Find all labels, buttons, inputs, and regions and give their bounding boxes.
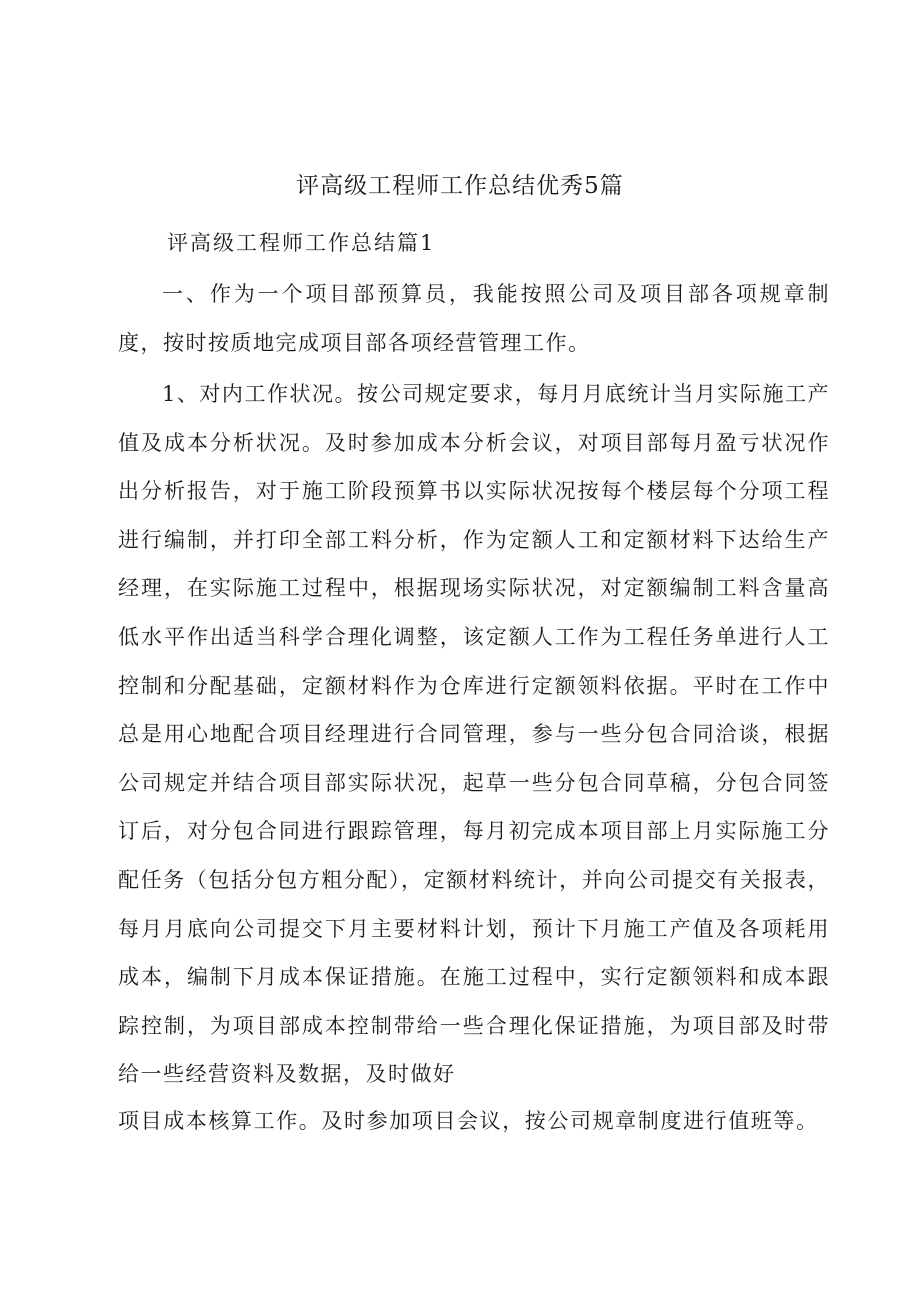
paragraph-2: 1、对内工作状况。按公司规定要求，每月月底统计当月实际施工产值及成本分析状况。及时参加成本分析会议，对项目部每月盈亏状况作出分析报告，对于施工阶段预算书以实际状况按每个楼层每个分项工程进行编制，并打印全部工料分析，作为定额人工和定额材料下达给生产经理，在实际施工过程中，根据现场实际状况，对定额编制工料含量高低水平作出适当科学合理化调整，该定额人工作为工程任务单进行人工控制和分配基础，定额材料作为仓库进行定额领料依据。平时在工作中总是用心地配合项目经理进行合同管理，参与一些分包合同洽谈，根据公司规定并结合项目部实际状况，起草一些分包合同草稿，分包合同签订后，对分包合同进行跟踪管理，每月初完成本项目部上月实际施工分配任务（包括分包方粗分配），定额材料统计，并向公司提交有关报表，每月月底向公司提交下月主要材料计划，预计下月施工产值及各项耗用成本，编制下月成本保证措施。在施工过程中，实行定额领料和成本跟踪控制，为项目部成本控制带给一些合理化保证措施，为项目部及时带给一些经营资料及数据，及时做好 [118, 382, 830, 1087]
document-title: 评高级工程师工作总结优秀5篇 [296, 173, 624, 199]
paragraph-3: 项目成本核算工作。及时参加项目会议，按公司规章制度进行值班等。 [118, 1109, 819, 1133]
section-heading: 评高级工程师工作总结篇1 [167, 231, 436, 255]
paragraph-1: 一、作为一个项目部预算员，我能按照公司及项目部各项规章制度，按时按质地完成项目部各项经营管理工作。 [118, 282, 830, 355]
